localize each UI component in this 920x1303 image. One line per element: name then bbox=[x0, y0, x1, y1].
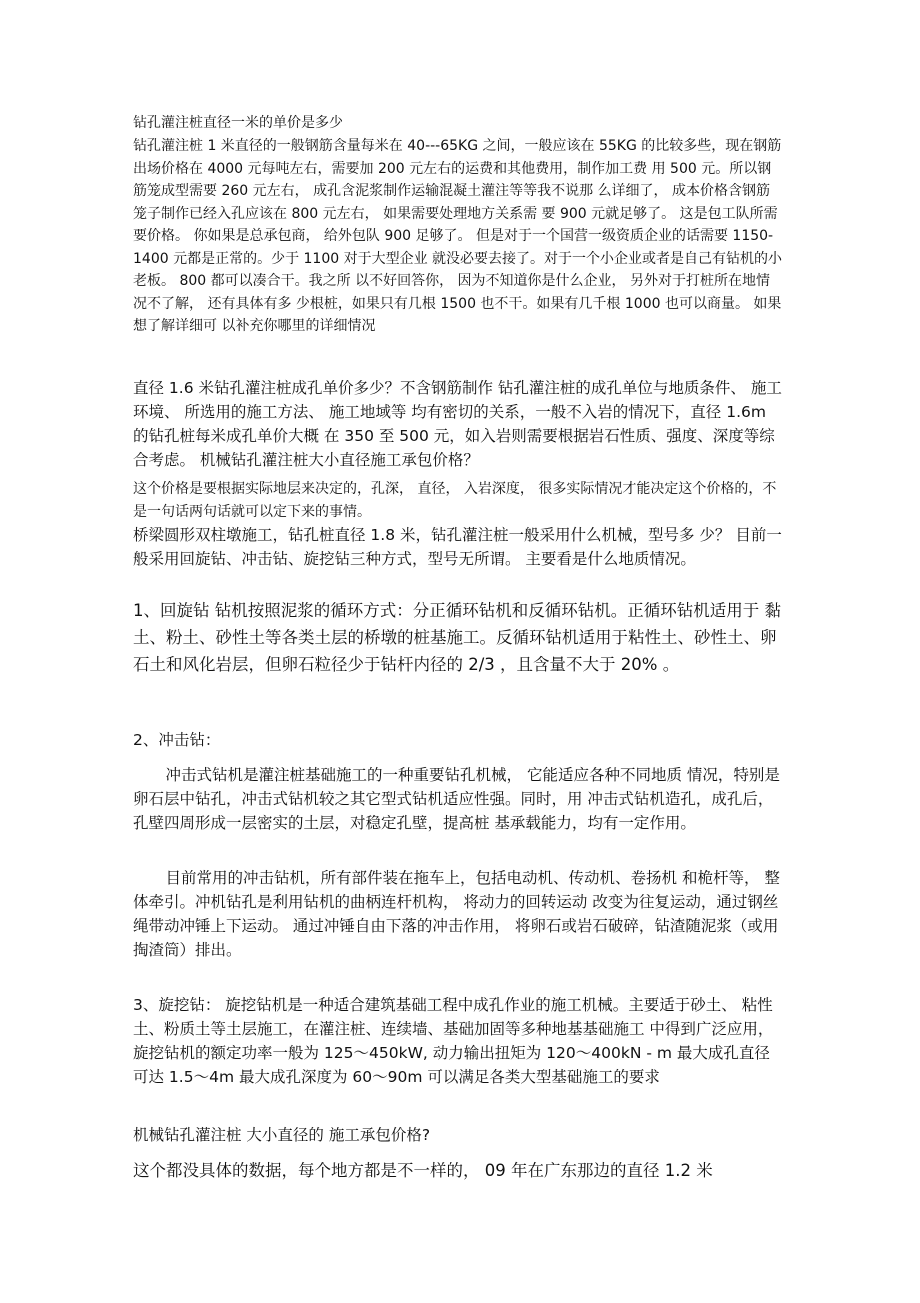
paragraph-bridge-piers: 桥梁圆形双柱墩施工，钻孔桩直径 1.8 米，钻孔灌注桩一般采用什么机械，型号多 少？ 目前一般采用回旋钻、冲击钻、旋挖钻三种方式，型号无所谓。 主要看是什么地质情况。 bbox=[133, 526, 782, 568]
question-contract-price: 机械钻孔灌注桩 大小直径的 施工承包价格? bbox=[133, 1126, 431, 1144]
paragraph-rotary-excavator: 3、旋挖钻： 旋挖钻机是一种适合建筑基础工程中成孔作业的施工机械。主要适于砂土、 粘性土、粉质土等土层施工，在灌注桩、连续墙、基础加固等多种地基基础施工 中得到广泛应用，旋挖钻机的额定功率一般为 125～450kW, 动力输出扭矩为 120～400kN - m 最大成孔直径可达 1.5～4m 最大成孔深度为 60～90m 可以满足各类大型基础施工的要求 bbox=[133, 996, 774, 1086]
paragraph-percussion-equipment: 目前常用的冲击钻机，所有部件装在拖车上，包括电动机、传动机、卷扬机 和桅杆等， 整体牵引。冲机钻孔是利用钻机的曲柄连杆机构， 将动力的回转运动 改变为往复运动，通过钢丝绳带动冲锤上下运动。 通过冲锤自由下落的冲击作用， 将卵石或岩石破碎，钻渣随泥浆（或用掏渣筒）排出。 bbox=[133, 869, 780, 959]
paragraph-percussion-drill: 冲击式钻机是灌注桩基础施工的一种重要钻孔机械， 它能适应各种不同地质 情况，特别是卵石层中钻孔，冲击式钻机较之其它型式钻机适应性强。同时，用 冲击式钻机造孔，成孔后，孔壁四周形成一层密实的土层，对稳定孔壁，提高桩 基承载能力，均有一定作用。 bbox=[133, 766, 780, 832]
doc-title: 钻孔灌注桩直径一米的单价是多少 bbox=[133, 115, 343, 131]
heading-percussion-drill: 2、冲击钻： bbox=[133, 731, 221, 749]
paragraph-rotary-drill: 1、回旋钻 钻机按照泥浆的循环方式：分正循环钻机和反循环钻机。正循环钻机适用于 黏土、粉土、砂性土等各类土层的桥墩的桩基施工。反循环钻机适用于粘性土、砂性土、卵石土和风化岩层，但卵石粒径少于钻杆内径的 2/3 ，且含量不大于 20% 。 bbox=[133, 601, 781, 674]
paragraph-price-factors: 这个价格是要根据实际地层来决定的，孔深， 直径， 入岩深度， 很多实际情况才能决定这个价格的，不是一句话两句话就可以定下来的事情。 bbox=[133, 481, 777, 520]
paragraph-answer: 这个都没具体的数据，每个地方都是不一样的， 09 年在广东那边的直径 1.2 米 bbox=[133, 1161, 713, 1180]
paragraph-1m-price: 钻孔灌注桩 1 米直径的一般钢筋含量每米在 40---65KG 之间，一般应该在 55KG 的比较多些，现在钢筋出场价格在 4000 元每吨左右，需要加 200 元左右的运费和其他费用，制作加工费 用 500 元。所以钢筋笼成型需要 260 元左右， 成孔含泥浆制作运输混凝土灌注等等我不说那 么详细了， 成本价格含钢筋笼子制作已经入孔应该在 800 元左右， 如果需要处理地方关系需 要 900 元就足够了。 这是包工队所需要价格。 你如果是总承包商， 给外包队 900 足够了。 但是对于一个国营一级资质企业的话需要 1150-1400 元都是正常的。少于 1100 对于大型企业 就没必要去接了。对于一个小企业或者是自己有钻机的小老板。 800 都可以凑合干。我之所 以不好回答你， 因为不知道你是什么企业， 另外对于打桩所在地情况不了解， 还有具体有多 少根桩，如果只有几根 1500 也不干。如果有几千根 1000 也可以商量。 如果想了解详细可 以补充你哪里的详细情况 bbox=[133, 138, 783, 334]
paragraph-1-6m-price: 直径 1.6 米钻孔灌注桩成孔单价多少？不含钢筋制作 钻孔灌注桩的成孔单位与地质条件、 施工环境、 所选用的施工方法、 施工地域等 均有密切的关系，一般不入岩的情况下，直径 1.6m 的钻孔桩每米成孔单价大概 在 350 至 500 元，如入岩则需要根据岩石性质、强度、深度等综合考虑。 机械钻孔灌注桩大小直径施工承包价格？ bbox=[133, 379, 782, 469]
